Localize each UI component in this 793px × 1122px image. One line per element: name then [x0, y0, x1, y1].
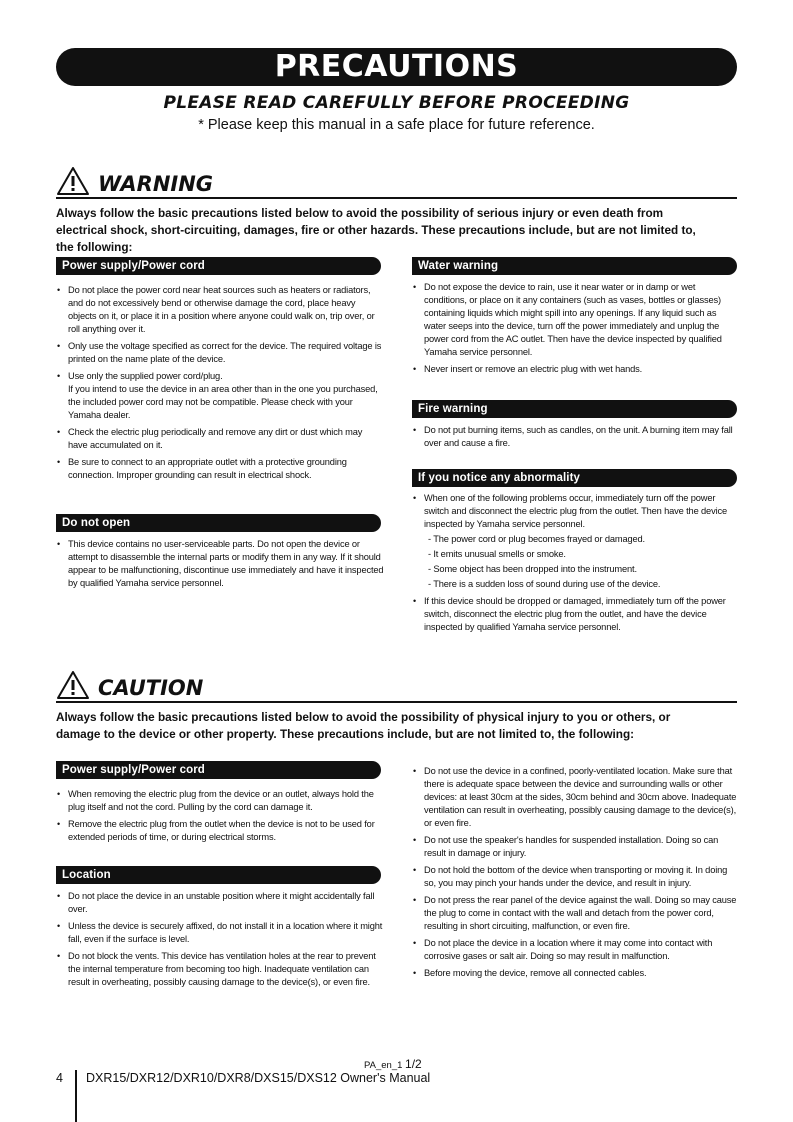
- sub-item: - It emits unusual smells or smoke.: [428, 549, 566, 559]
- manual-title: DXR15/DXR12/DXR10/DXR8/DXS15/DXS12 Owner's Manual: [86, 1071, 431, 1085]
- page-title: PRECAUTIONS: [56, 48, 737, 86]
- warning-heading: [56, 162, 213, 196]
- abnormality-title: If you notice any abnormality: [412, 469, 737, 487]
- list-item: • When removing the electric plug from the device or an outlet, always hold the plug itself and not the cord. Pulling by the cord can damage it.: [56, 788, 384, 814]
- list-item: [56, 370, 384, 422]
- list-item: • Do not expose the device to rain, use it near water or in damp or wet conditions, or place on it any containers (such as vases, bottles or glasses) containing liquids which might spill into any openings. If any liquid such as water seeps into the device, turn off the power immediately and unplug the power cord from the AC outlet. Then have the device inspected by qualified Yamaha service personnel.: [412, 281, 740, 359]
- list-item: • Do not block the vents. This device has ventilation holes at the rear to prevent the internal temperature from becoming too high. Inadequate ventilation can result in overheating, possibly causing damage to the device(s), or even fire.: [56, 950, 384, 989]
- document-code: [364, 1057, 422, 1071]
- document-code-id: PA_en_1: [364, 1060, 403, 1071]
- sub-item: - Some object has been dropped into the instrument.: [428, 564, 637, 574]
- warning-heading-text: WARNING: [98, 172, 214, 196]
- warning-intro: Always follow the basic precautions listed below to avoid the possibility of serious injury or even death from electrical shock, short-circuiting, damages, fire or other hazards. These precautions include, but are not limited to, the following:: [56, 206, 696, 254]
- document-code-page: 1/2: [405, 1057, 422, 1071]
- warning-triangle-icon: [56, 166, 90, 196]
- warning-do-not-open-list: [56, 538, 384, 594]
- warning-divider: [56, 197, 737, 199]
- page-number: 4: [56, 1071, 63, 1085]
- caution-heading: [56, 666, 203, 700]
- list-item: • Do not put burning items, such as candles, on the unit. A burning item may fall over and cause a fire.: [412, 424, 740, 450]
- list-item: • Unless the device is securely affixed, do not install it in a location where it might fall, even if the surface is level.: [56, 920, 384, 946]
- list-item-text: When one of the following problems occur, immediately turn off the power switch and disconnect the electric plug from the outlet. Then have the device inspected by Yamaha service personnel.: [424, 493, 728, 529]
- keep-manual-note: * Please keep this manual in a safe place for future reference.: [198, 117, 595, 133]
- fire-warning-list: [412, 424, 740, 454]
- list-item: • Do not place the device in an unstable position where it might accidentally fall over.: [56, 890, 384, 916]
- caution-heading-text: CAUTION: [98, 676, 204, 700]
- sub-item: - There is a sudden loss of sound during use of the device.: [428, 579, 661, 589]
- list-item: • This device contains no user-serviceable parts. Do not open the device or attempt to disassemble the internal parts or modify them in any way. If it should appear to be malfunctioning, discontinue use immediately and have it inspected by qualified Yamaha service personnel.: [56, 538, 384, 590]
- warning-power-cord-list: [56, 284, 384, 486]
- list-item: [412, 492, 740, 591]
- list-item-extra: If you intend to use the device in an area other than in the one you purchased, the included power cord may not be compatible. Please check with your Yamaha dealer.: [68, 384, 378, 420]
- water-warning-title: Water warning: [412, 257, 737, 275]
- page-subtitle: PLEASE READ CAREFULLY BEFORE PROCEEDING: [163, 93, 630, 113]
- location-title: Location: [56, 866, 381, 884]
- list-item: • Do not press the rear panel of the device against the wall. Doing so may cause the plug to come in contact with the wall and detach from the power cord, resulting in short circuiting, malfunction, or even fire.: [412, 894, 740, 933]
- list-item: • Do not use the speaker's handles for suspended installation. Doing so can result in damage or injury.: [412, 834, 740, 860]
- fire-warning-title: Fire warning: [412, 400, 737, 418]
- list-item: • Never insert or remove an electric plug with wet hands.: [412, 363, 740, 376]
- list-item: • Do not hold the bottom of the device when transporting or moving it. In doing so, you may pinch your hands under the device, and result in injury.: [412, 864, 740, 890]
- list-item: • Remove the electric plug from the outlet when the device is not to be used for extended periods of time, or during electrical storms.: [56, 818, 384, 844]
- list-item: • Before moving the device, remove all connected cables.: [412, 967, 740, 980]
- list-item: • Do not use the device in a confined, poorly-ventilated location. Make sure that there is adequate space between the device and surrounding walls or other devices: at least 30cm at the sides, 30cm behind and 30cm above. Inadequate ventilation can result in overheating, possibly causing damage to the device(s), or even fire.: [412, 765, 740, 830]
- list-item: • Only use the voltage specified as correct for the device. The required voltage is printed on the name plate of the device.: [56, 340, 384, 366]
- list-item: • Do not place the power cord near heat sources such as heaters or radiators, and do not excessively bend or otherwise damage the cord, place heavy objects on it, or place it in a position where anyone could walk on, trip over, or roll anything over it.: [56, 284, 384, 336]
- caution-power-cord-list: [56, 788, 384, 848]
- caution-right-list: [412, 765, 740, 984]
- caution-triangle-icon: [56, 670, 90, 700]
- footer-rule: [75, 1070, 77, 1122]
- list-item: • Be sure to connect to an appropriate outlet with a protective grounding connection. Improper grounding can result in electrical shock.: [56, 456, 384, 482]
- abnormality-sublist: [424, 533, 740, 591]
- list-item: • If this device should be dropped or damaged, immediately turn off the power switch, disconnect the electric plug from the outlet, and have the device inspected by qualified Yamaha service personnel.: [412, 595, 740, 634]
- sub-item: - The power cord or plug becomes frayed or damaged.: [428, 534, 645, 544]
- location-list: [56, 890, 384, 993]
- caution-power-cord-title: Power supply/Power cord: [56, 761, 381, 779]
- abnormality-list: [412, 492, 740, 638]
- list-item: • Do not place the device in a location where it may come into contact with corrosive gases or salt air. Doing so may result in malfunction.: [412, 937, 740, 963]
- list-item-text: Use only the supplied power cord/plug.: [68, 371, 223, 381]
- caution-intro: Always follow the basic precautions listed below to avoid the possibility of physical injury to you or others, or damage to the device or other property. These precautions include, but are not limited to, the following:: [56, 710, 671, 741]
- list-item: • Check the electric plug periodically and remove any dirt or dust which may have accumulated on it.: [56, 426, 384, 452]
- water-warning-list: [412, 281, 740, 380]
- caution-divider: [56, 701, 737, 703]
- warning-power-cord-title: Power supply/Power cord: [56, 257, 381, 275]
- warning-do-not-open-title: Do not open: [56, 514, 381, 532]
